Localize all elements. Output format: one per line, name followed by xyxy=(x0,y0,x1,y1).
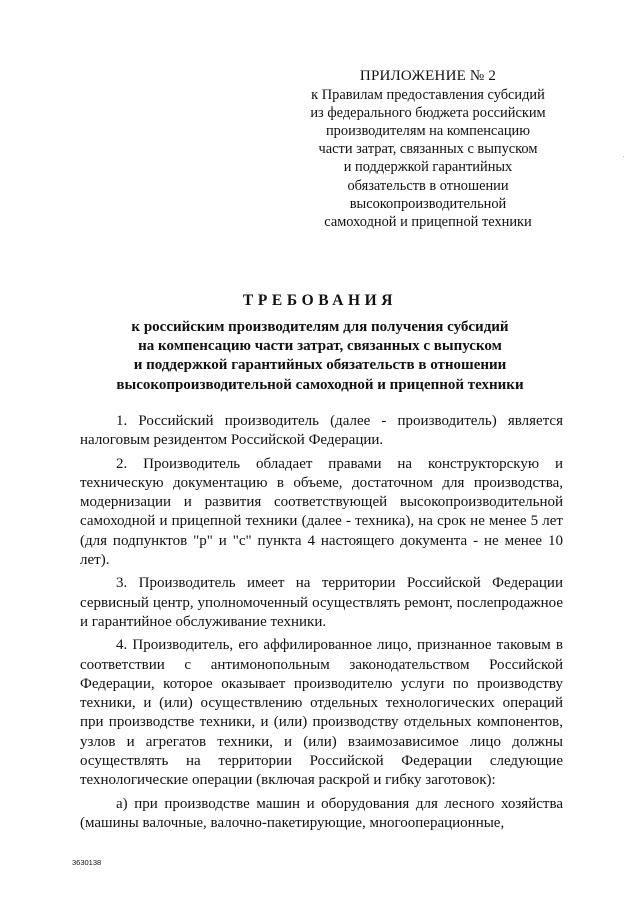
document-body xyxy=(80,412,563,833)
subtitle-line: к российским производителям для получения субсидий xyxy=(131,319,509,335)
paragraph-4a: а) при производстве машин и оборудования для лесного хозяйства (машины валочные, валочно-пакетирующие, многооперационные, xyxy=(80,795,563,831)
margin-mark: · xyxy=(622,152,625,161)
paragraph-3: 3. Производитель имеет на территории Российской Федерации сервисный центр, уполномоченный осуществлять ремонт, послепродажное и гарантийное обслуживание техники. xyxy=(80,575,563,630)
document-title: ТРЕБОВАНИЯ xyxy=(242,292,398,309)
appendix-line: к Правилам предоставления субсидий xyxy=(311,87,545,104)
appendix-line: самоходной и прицепной техники xyxy=(324,213,532,230)
appendix-line: и поддержкой гарантийных xyxy=(343,159,513,176)
appendix-line: из федерального бюджета российским xyxy=(310,105,546,122)
footer-code: 3630138 xyxy=(72,858,102,867)
appendix-line: высокопроизводительной xyxy=(349,195,507,212)
appendix-title: ПРИЛОЖЕНИЕ № 2 xyxy=(359,68,497,84)
appendix-line: производителям на компенсацию xyxy=(325,123,531,140)
paragraph-2: 2. Производитель обладает правами на конструкторскую и техническую документацию в объеме, достаточном для производства, модернизации и развития соответствующей высокопроизводительной самоходной и прицепной техники (далее - техника), на срок не менее 5 лет (для подпунктов "р" и "с" пункта 4 настоящего документа - не менее 10 лет). xyxy=(80,455,563,569)
subtitle-line: высокопроизводительной самоходной и прицепной техники xyxy=(116,376,524,393)
subtitle-line: и поддержкой гарантийных обязательств в отношении xyxy=(133,357,507,374)
subtitle-line: на компенсацию части затрат, связанных с выпуском xyxy=(138,338,502,355)
appendix-line: части затрат, связанных с выпуском xyxy=(318,141,538,158)
appendix-header xyxy=(300,67,556,231)
document-subtitle xyxy=(60,318,580,395)
paragraph-4: 4. Производитель, его аффилированное лицо, признанное таковым в соответствии с антимонопольным законодательством Российской Федерации, которое оказывает производителю услуги по производству техники, и (или) осуществлению отдельных технологических операций при производстве техники, и (или) производству отдельных компонентов, узлов и агрегатов техники, и (или) взаимозависимое лицо должны осуществлять на территории Российской Федерации следующие технологические операции (включая раскрой и гибку заготовок): xyxy=(80,637,563,789)
paragraph-1: 1. Российский производитель (далее - производитель) является налоговым резидентом Российской Федерации. xyxy=(80,413,563,449)
appendix-line: обязательств в отношении xyxy=(347,177,509,194)
